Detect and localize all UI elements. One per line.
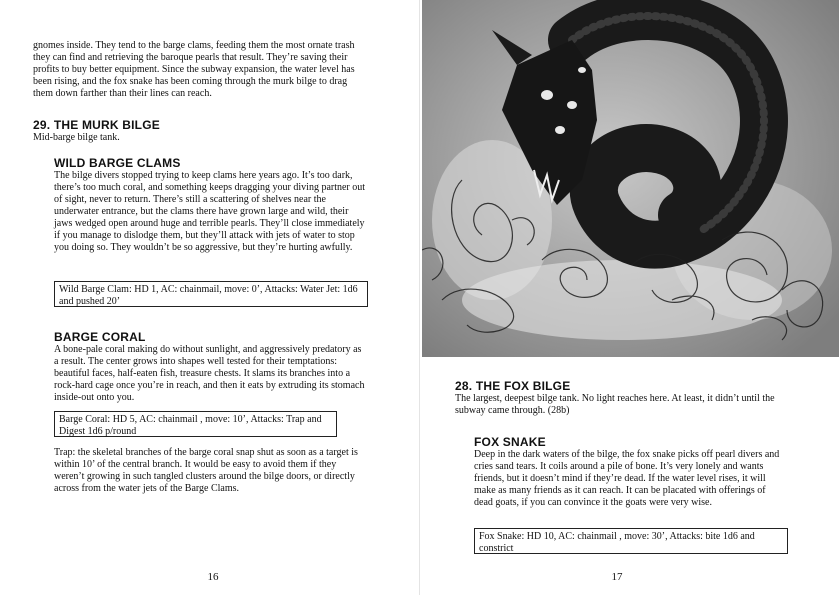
barge-coral-stat-block: Barge Coral: HD 5, AC: chainmail , move: 10’, Attacks: Trap and Digest 1d6 p/round [54,411,337,437]
barge-coral-text: A bone-pale coral making do without sunlight, and aggressively predatory as a result. The center grows into shapes well tested for their temptations: beautiful faces, half-eaten fish, treasure chests. It slams its branches into a rock-hard cage once you’re in reach, and then it eats by extruding its stomach inside-out onto you. [54,344,365,403]
section-title-murk-bilge: 29. THE MURK BILGE [33,118,160,132]
page-number-right: 17 [611,571,623,583]
wild-barge-clam-stat-block: Wild Barge Clam: HD 1, AC: chainmail, move: 0’, Attacks: Water Jet: 1d6 and pushed 20’ [54,281,368,307]
fox-snake-stat-block: Fox Snake: HD 10, AC: chainmail , move: 30’, Attacks: bite 1d6 and constrict [474,528,788,554]
section-subtitle-fox-bilge: The largest, deepest bilge tank. No light reaches here. At least, it didn’t until the subway came through. (28b) [455,393,775,416]
barge-coral-trap-text: Trap: the skeletal branches of the barge coral snap shut as soon as a target is within 10’ of the central branch. It would be easy to avoid them if they weren’t growing in such tangled clusters around the bilge doors, or directly across from the water jets of the Barge Clams. [54,447,358,494]
fox-snake-illustration [422,0,839,357]
right-page [420,0,839,595]
intro-paragraph: gnomes inside. They tend to the barge clams, feeding them the most ornate trash they can find and retrieving the baroque pearls that result. They’re saving their profits to buy better equipment. Since the subway expansion, the water level has been rising, and the fox snake has been coming through the murk bilge to drag them down farther than their lines can reach. [33,40,355,99]
barge-coral-heading: BARGE CORAL [54,330,146,344]
section-title-fox-bilge: 28. THE FOX BILGE [455,379,571,393]
fox-snake-heading: FOX SNAKE [474,435,546,449]
section-subtitle-murk-bilge: Mid-barge bilge tank. [33,132,120,143]
fox-snake-text: Deep in the dark waters of the bilge, the fox snake picks off pearl divers and cries sand tears. It coils around a pile of bone. It’s very lonely and wants friends, but it doesn’t mind if they’re dead. If the water level rises, it will make as many friends as it can reach. It can be placated with offerings of dead goats, if you can convince it the goats were very wise. [474,449,780,508]
page-number-left: 16 [207,571,219,583]
wild-barge-clams-heading: WILD BARGE CLAMS [54,156,181,170]
wild-barge-clams-text: The bilge divers stopped trying to keep clams here years ago. It’s too dark, there’s too much coral, and something keeps dragging your diving partner out of sight, never to return. There’s still a scattering of shelves near the underwater entrance, but the clams there have grown large and wild, their jaws wedged open around huge and terrible pearls. They’ll close immediately if you manage to dislodge them, but they’ll attack with jets of water to stop you doing so. They wouldn’t be so aggressive, but they’re hurting awfully. [54,170,366,253]
